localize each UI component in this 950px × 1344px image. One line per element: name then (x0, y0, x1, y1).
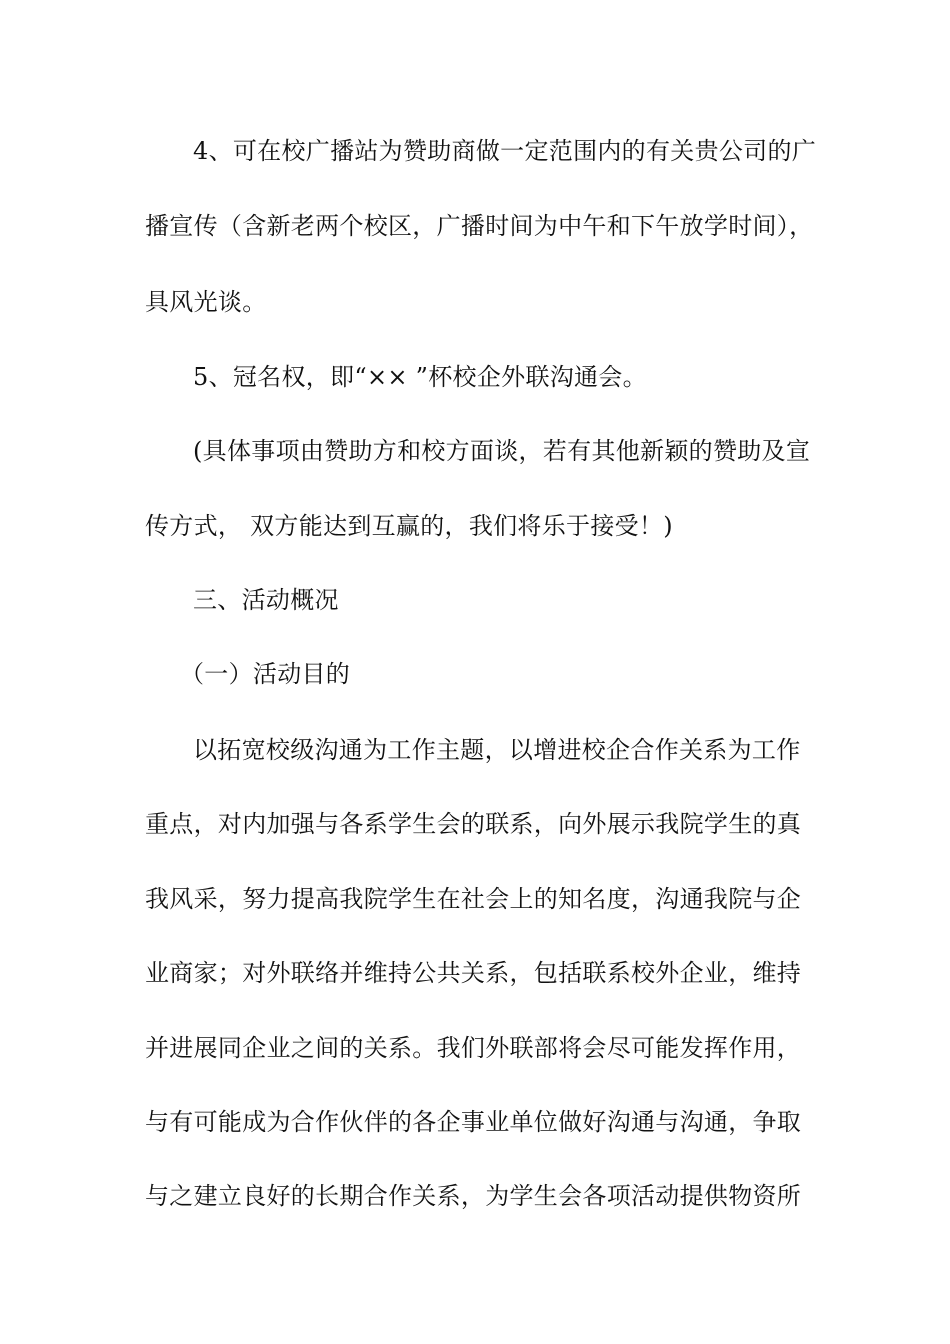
paragraph-line-9: 以拓宽校级沟通为工作主题，以增进校企合作关系为工作 (193, 736, 801, 764)
paragraph-line-1: 4、可在校广播站为赞助商做一定范围内的有关贵公司的广 (193, 137, 817, 165)
paragraph-line-3: 具风光谈。 (145, 288, 267, 316)
paragraph-line-11: 我风采，努力提高我院学生在社会上的知名度，沟通我院与企 (145, 885, 802, 913)
paragraph-line-5: (具体事项由赞助方和校方面谈，若有其他新颖的赞助及宣 (193, 437, 811, 465)
paragraph-line-10: 重点，对内加强与各系学生会的联系，向外展示我院学生的真 (145, 810, 802, 838)
paragraph-line-6: 传方式， 双方能达到互赢的，我们将乐于接受！) (145, 512, 673, 540)
paragraph-line-15: 与之建立良好的长期合作关系，为学生会各项活动提供物资所 (145, 1182, 802, 1210)
paragraph-line-13: 并进展同企业之间的关系。我们外联部将会尽可能发挥作用， (145, 1034, 802, 1062)
paragraph-line-4: 5、冠名权，即“×× ”杯校企外联沟通会。 (193, 363, 647, 391)
paragraph-line-14: 与有可能成为合作伙伴的各企事业单位做好沟通与沟通，争取 (145, 1108, 802, 1136)
paragraph-line-12: 业商家；对外联络并维持公共关系，包括联系校外企业，维持 (145, 959, 802, 987)
paragraph-line-2: 播宣传（含新老两个校区，广播时间为中午和下午放学时间）， (145, 212, 814, 240)
section-heading: 三、活动概况 (193, 586, 339, 614)
subsection-heading: （一）活动目的 (180, 660, 351, 688)
